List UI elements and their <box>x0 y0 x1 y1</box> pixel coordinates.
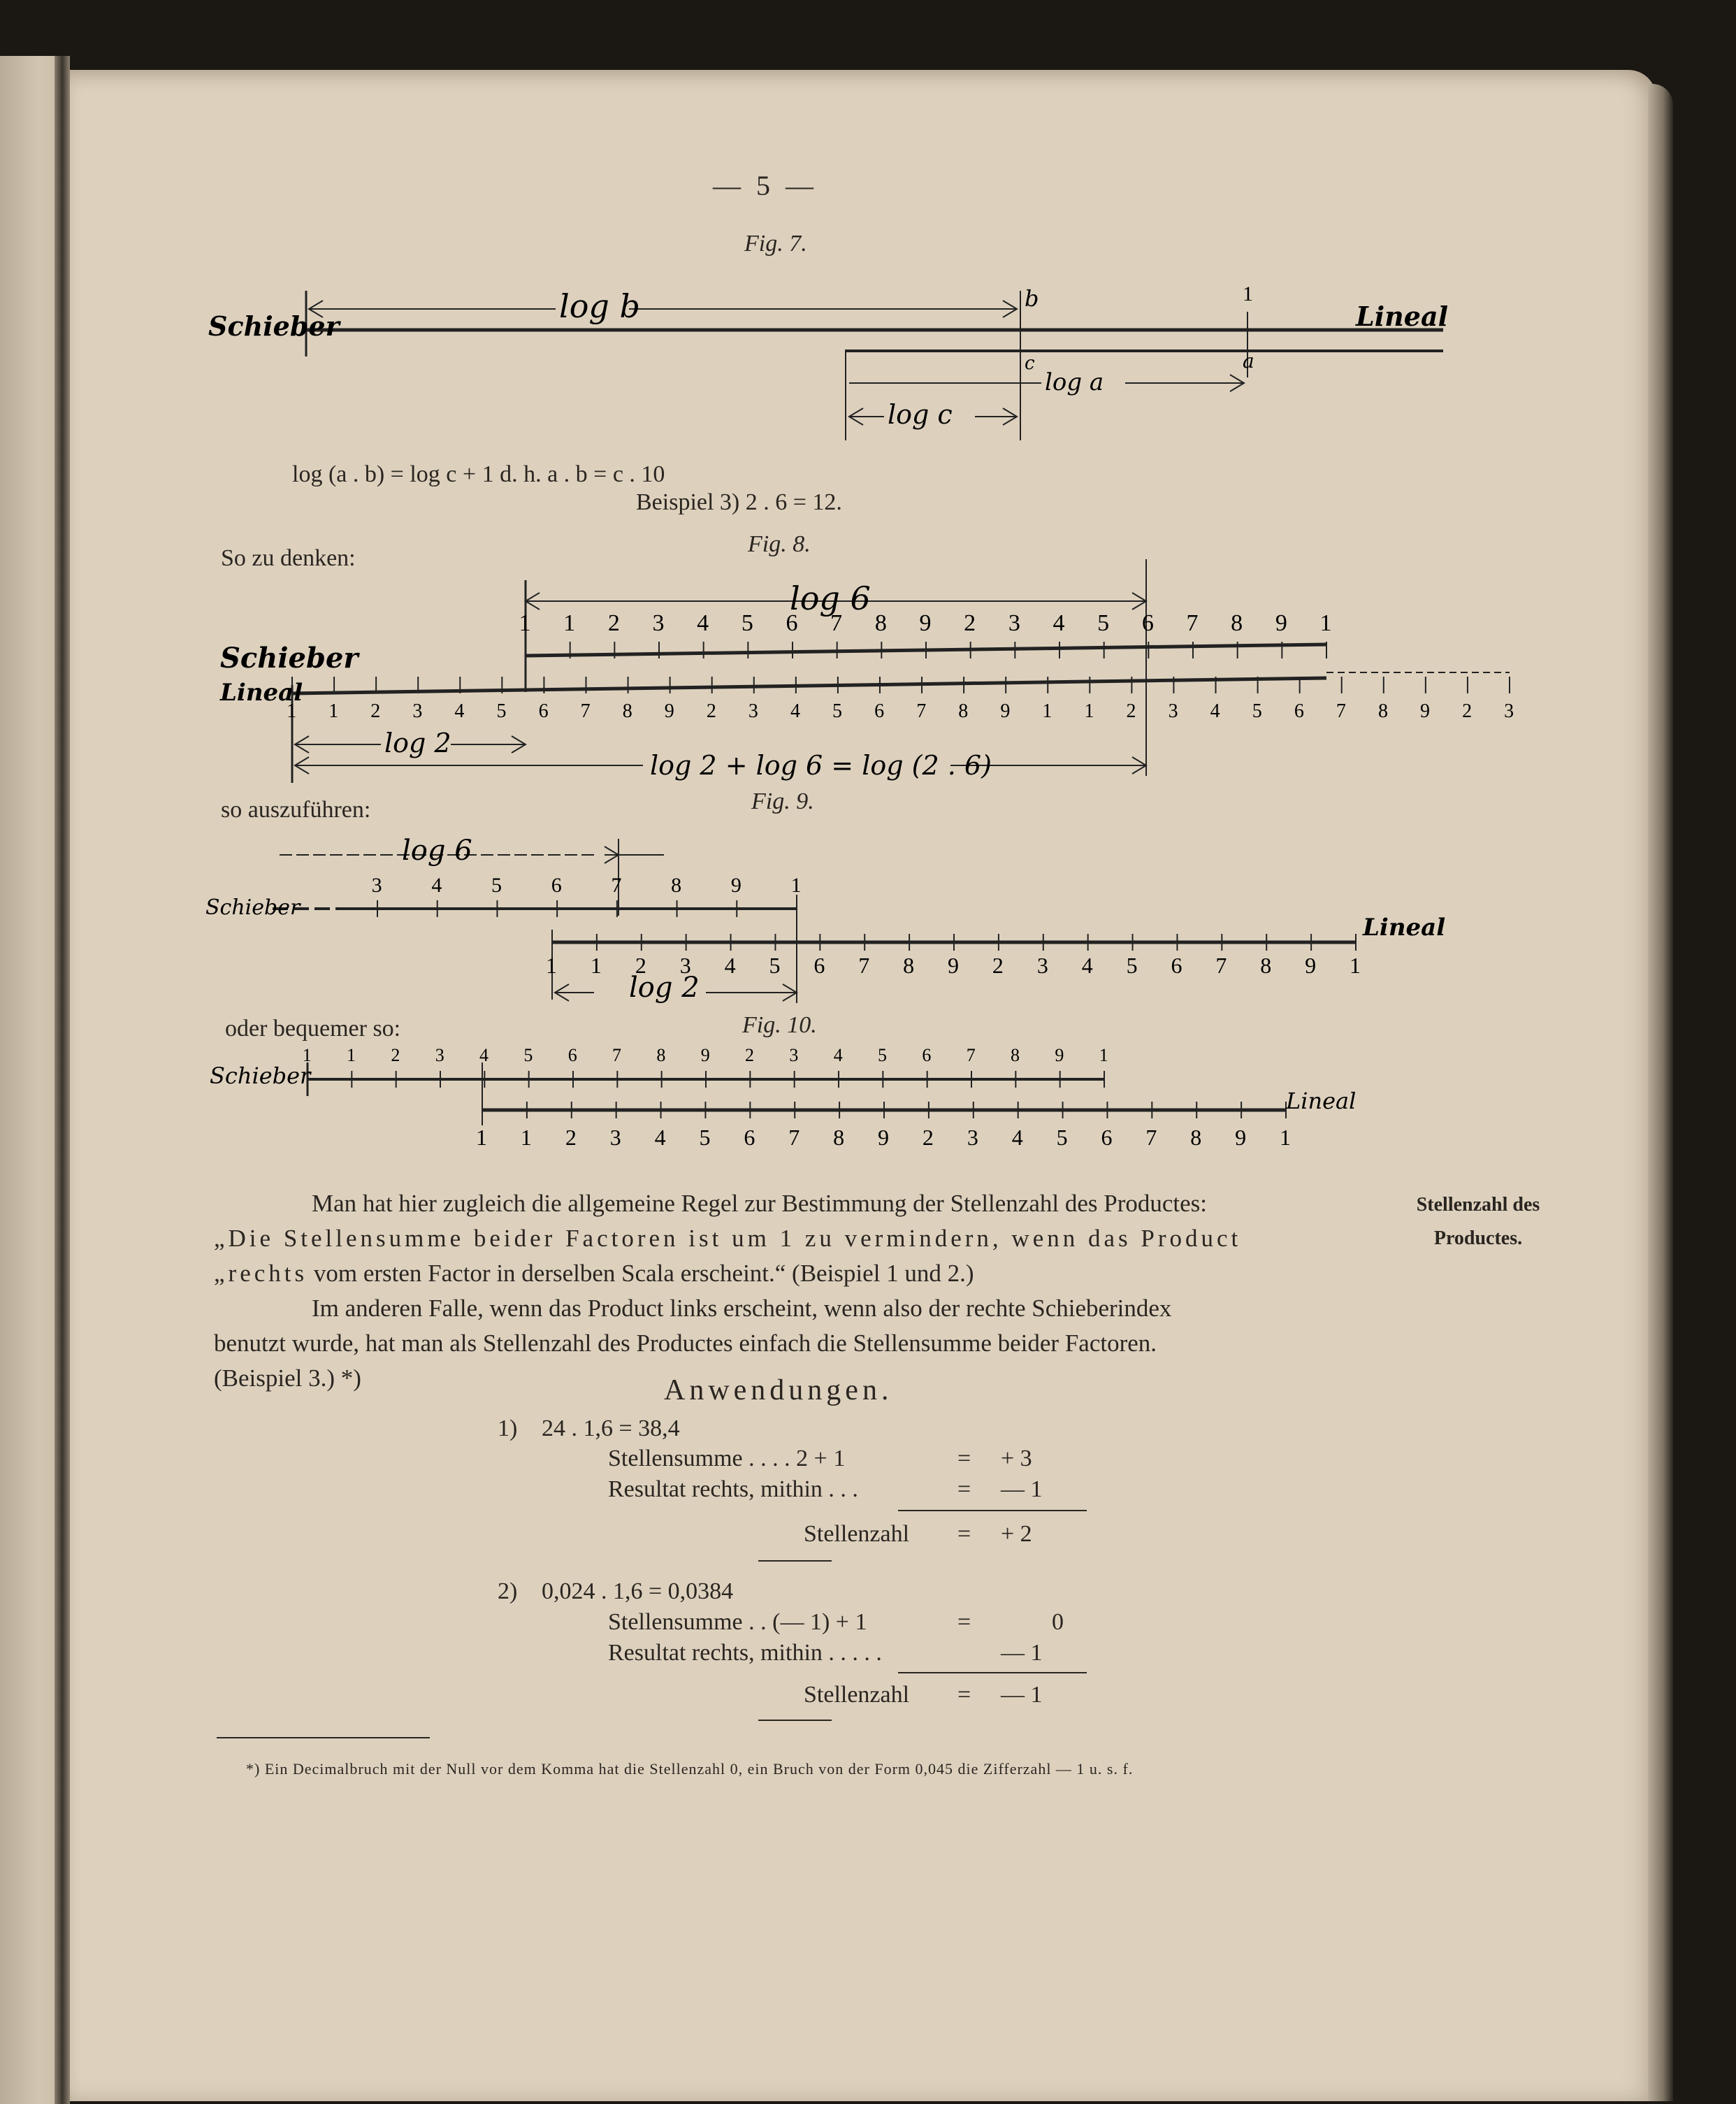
fig7-log-a-label: log a <box>1045 368 1104 396</box>
fig8-lower-tick-label-12: 4 <box>790 700 800 722</box>
fig8-lower-tick-label-18: 1 <box>1042 700 1053 722</box>
formula-line1: log (a . b) = log c + 1 d. h. a . b = c . 10 <box>292 461 665 487</box>
fig8-upper-tick-label-16: 8 <box>1231 610 1243 636</box>
fig9-lower-tick-label-5: 5 <box>769 953 781 978</box>
margin-note-line1: Stellenzahl des <box>1416 1194 1540 1216</box>
fig8-lower-tick-label-9: 9 <box>664 700 674 722</box>
example1-expression: 24 . 1,6 = 38,4 <box>542 1415 680 1441</box>
fig10-upper-tick-label-11: 3 <box>789 1045 799 1065</box>
fig8-lower-tick-label-19: 1 <box>1084 700 1094 722</box>
example1-row1-label: Stellensumme . . . . 2 + 1 <box>608 1446 846 1471</box>
fig8-log6-label: log 6 <box>790 579 871 617</box>
example1-rule <box>898 1510 1087 1511</box>
fig10-caption: Fig. 10. <box>742 1012 817 1038</box>
fig8-upper-tick-label-11: 3 <box>1008 610 1020 636</box>
fig9-lower-tick-label-0: 1 <box>546 953 558 978</box>
fig8-lower-tick-label-16: 8 <box>958 700 969 722</box>
fig10-lower-tick-label-4: 4 <box>654 1125 666 1150</box>
fig7-lineal-label: Lineal <box>1356 301 1449 332</box>
fig8-upper-tick-label-8: 8 <box>874 610 887 636</box>
fig10-lower-tick-label-12: 4 <box>1011 1125 1023 1150</box>
fig7-log-c-label: log c <box>888 399 953 430</box>
fig9-diagram <box>203 825 1461 1014</box>
fig9-lower-tick-label-10: 2 <box>992 953 1004 978</box>
margin-note <box>1391 1188 1565 1255</box>
example1-result-val: + 2 <box>1001 1521 1032 1547</box>
fig10-lower-tick-label-17: 9 <box>1235 1125 1247 1150</box>
fig10-lower-tick-label-16: 8 <box>1190 1125 1202 1150</box>
fig7-c-label: c <box>1025 353 1035 374</box>
fig8-lower-tick-label-10: 2 <box>706 700 716 722</box>
fig8-caption: Fig. 8. <box>748 531 811 557</box>
fig9-upper-tick-label-1: 4 <box>431 874 442 897</box>
page-edge <box>1648 84 1673 2101</box>
example1-number: 1) <box>498 1415 518 1441</box>
fig8-lineal-label: Lineal <box>220 679 303 707</box>
fig10-lower-tick-label-10: 2 <box>922 1125 934 1150</box>
formula-line2: Beispiel 3) 2 . 6 = 12. <box>636 489 842 515</box>
fig10-upper-tick-label-7: 7 <box>612 1045 622 1065</box>
fig8-lower-tick-label-26: 8 <box>1377 700 1388 722</box>
footnote: *) Ein Decimalbruch mit der Null vor dem Komma hat die Stellenzahl 0, ein Bruch von der Form 0,045 die Zifferzahl — 1 u. s. f. <box>246 1760 1134 1778</box>
fig8-lower-tick-label-28: 2 <box>1462 700 1473 722</box>
fig8-lower-tick-label-23: 5 <box>1252 700 1262 722</box>
fig10-lower-tick-label-14: 6 <box>1101 1125 1113 1150</box>
fig10-lower-tick-label-3: 3 <box>609 1125 621 1150</box>
fig10-lower-tick-label-15: 7 <box>1145 1125 1157 1150</box>
fig8-upper-tick-label-9: 9 <box>919 610 932 636</box>
fig8-upper-tick-label-17: 9 <box>1275 610 1287 636</box>
fig8-upper-tick-label-18: 1 <box>1319 610 1332 636</box>
example2-result-label: Stellenzahl <box>804 1682 910 1708</box>
fig10-lower-tick-label-13: 5 <box>1056 1125 1068 1150</box>
fig9-lower-tick-label-14: 6 <box>1171 953 1182 978</box>
fig10-upper-tick-label-18: 1 <box>1099 1045 1108 1065</box>
fig9-lower-tick-label-2: 2 <box>635 953 646 978</box>
fig7-log-b-label: log b <box>559 287 640 325</box>
fig8-lower-tick-label-2: 2 <box>370 700 381 722</box>
fig10-upper-tick-label-15: 7 <box>966 1045 976 1065</box>
example2-row1-label: Stellensumme . . (— 1) + 1 <box>608 1609 867 1635</box>
example2-number: 2) <box>498 1578 518 1604</box>
fig8-diagram <box>210 552 1524 811</box>
fig8-upper-tick-label-2: 2 <box>607 610 620 636</box>
fig9-lower-tick-label-13: 5 <box>1126 953 1138 978</box>
fig8-lower-tick-label-25: 7 <box>1336 700 1346 722</box>
fig10-lower-tick-label-7: 7 <box>788 1125 800 1150</box>
fig10-upper-tick-label-0: 1 <box>302 1045 312 1065</box>
footnote-rule <box>217 1737 430 1738</box>
paragraph1-line3: vom ersten Factor in derselben Scala erscheint.“ (Beispiel 1 und 2.) <box>313 1260 974 1287</box>
example1-row2-label: Resultat rechts, mithin . . . <box>608 1476 858 1502</box>
fig9-upper-tick-label-0: 3 <box>371 874 382 897</box>
fig7-one-label: 1 <box>1243 282 1253 305</box>
fig8-lower-tick-label-7: 7 <box>580 700 591 722</box>
example2-underline <box>758 1720 832 1721</box>
fig8-lower-tick-label-14: 6 <box>874 700 885 722</box>
example2-row1-eq: = <box>957 1609 971 1635</box>
fig8-log2-label: log 2 <box>384 728 451 758</box>
page-number: — 5 — <box>713 170 818 201</box>
fig9-lower-tick-label-15: 7 <box>1215 953 1227 978</box>
fig8-lower-tick-label-1: 1 <box>328 700 339 722</box>
paragraph2-line1: Im anderen Falle, wenn das Product links erscheint, wenn also der rechte Schieberindex <box>312 1295 1172 1322</box>
fig10-upper-tick-label-8: 8 <box>656 1045 666 1065</box>
fig8-upper-tick-label-7: 7 <box>830 610 843 636</box>
fig9-schieber-label: Schieber <box>205 895 301 920</box>
fig8-lower-tick-label-13: 5 <box>832 700 843 722</box>
fig10-upper-tick-label-10: 2 <box>745 1045 755 1065</box>
example1-row1-val: + 3 <box>1001 1446 1032 1471</box>
fig9-lineal-label: Lineal <box>1363 914 1446 942</box>
fig10-upper-tick-label-17: 9 <box>1055 1045 1064 1065</box>
fig9-caption: Fig. 9. <box>751 788 814 814</box>
fig10-lower-tick-label-11: 3 <box>967 1125 978 1150</box>
fig7-diagram <box>196 273 1468 454</box>
example2-rule <box>898 1672 1087 1673</box>
fig8-upper-tick-label-6: 6 <box>786 610 798 636</box>
fig8-upper-tick-label-12: 4 <box>1053 610 1065 636</box>
fig8-lower-tick-label-24: 6 <box>1294 700 1304 722</box>
fig9-lower-tick-label-18: 1 <box>1350 953 1361 978</box>
example1-result-eq: = <box>957 1521 971 1547</box>
fig9-ticks <box>372 874 1361 978</box>
fig9-lower-tick-label-3: 3 <box>679 953 691 978</box>
fig8-lower-tick-label-27: 9 <box>1420 700 1431 722</box>
fig9-upper-tick-label-6: 9 <box>730 874 742 897</box>
anwendungen-heading: Anwendungen. <box>664 1374 893 1406</box>
fig9-lower-tick-label-8: 8 <box>903 953 915 978</box>
fig10-lower-tick-label-1: 1 <box>520 1125 532 1150</box>
oder-bequemer: oder bequemer so: <box>225 1016 401 1042</box>
fig9-log6-label: log 6 <box>402 835 472 867</box>
fig8-upper-tick-label-13: 5 <box>1097 610 1110 636</box>
fig10-upper-tick-label-3: 3 <box>435 1045 444 1065</box>
fig7-b-label: b <box>1025 285 1039 312</box>
fig8-upper-tick-label-5: 5 <box>741 610 753 636</box>
fig9-lower-tick-label-11: 3 <box>1036 953 1048 978</box>
fig10-lower-tick-label-2: 2 <box>565 1125 577 1150</box>
margin-note-line2: Productes. <box>1433 1227 1523 1249</box>
fig8-lower-tick-label-6: 6 <box>538 700 549 722</box>
fig10-lower-tick-label-8: 8 <box>833 1125 845 1150</box>
fig8-upper-tick-label-14: 6 <box>1141 610 1154 636</box>
fig9-lower-tick-label-1: 1 <box>590 953 602 978</box>
example2-row1-val: 0 <box>1052 1609 1064 1635</box>
fig10-upper-tick-label-6: 6 <box>567 1045 577 1065</box>
fig8-upper-tick-label-10: 2 <box>964 610 976 636</box>
fig10-upper-tick-label-13: 5 <box>878 1045 888 1065</box>
fig9-lower-tick-label-6: 6 <box>813 953 825 978</box>
fig10-lineal-label: Lineal <box>1286 1088 1357 1114</box>
fig7-caption: Fig. 7. <box>744 231 807 257</box>
fig8-lower-tick-label-21: 3 <box>1168 700 1178 722</box>
fig8-lower-tick-label-8: 8 <box>622 700 632 722</box>
fig8-schieber-label: Schieber <box>220 642 359 675</box>
example2-row2-val: — 1 <box>1001 1640 1043 1666</box>
fig8-upper-tick-label-1: 1 <box>563 610 576 636</box>
fig8-lower-tick-label-5: 5 <box>496 700 507 722</box>
fig10-upper-tick-label-1: 1 <box>347 1045 356 1065</box>
fig10-schieber-label: Schieber <box>210 1062 311 1089</box>
fig10-lower-tick-label-18: 1 <box>1280 1125 1292 1150</box>
fig8-lower-tick-label-4: 4 <box>454 700 465 722</box>
example1-row2-val: — 1 <box>1001 1476 1043 1502</box>
fig9-upper-tick-label-7: 1 <box>790 874 802 897</box>
fig10-upper-tick-label-9: 9 <box>700 1045 710 1065</box>
fig9-lower-tick-label-9: 9 <box>948 953 960 978</box>
fig10-diagram <box>206 1042 1464 1167</box>
fig9-lower-tick-label-17: 9 <box>1305 953 1317 978</box>
fig8-lower-tick-label-15: 7 <box>916 700 927 722</box>
example2-result-val: — 1 <box>1001 1682 1043 1708</box>
paragraph2-line3: (Beispiel 3.) *) <box>214 1364 361 1392</box>
fig10-lower-tick-label-9: 9 <box>878 1125 890 1150</box>
paragraph1-line2: „Die Stellensumme beider Factoren ist um 1 zu vermindern, wenn das Product <box>214 1225 1242 1252</box>
fig8-lower-tick-label-3: 3 <box>412 700 423 722</box>
example1-row1-eq: = <box>957 1446 971 1471</box>
fig8-upper-tick-label-15: 7 <box>1186 610 1199 636</box>
fig9-log2-label: log 2 <box>629 972 700 1004</box>
paragraph1-line1: Man hat hier zugleich die allgemeine Regel zur Bestimmung der Stellenzahl des Productes: <box>312 1190 1208 1217</box>
fig8-lower-tick-label-22: 4 <box>1210 700 1220 722</box>
fig9-lower-tick-label-7: 7 <box>858 953 870 978</box>
fig9-upper-tick-label-5: 8 <box>671 874 682 897</box>
fig7-schieber-label: Schieber <box>208 310 340 342</box>
fig10-lower-tick-label-6: 6 <box>744 1125 755 1150</box>
fig8-upper-tick-label-3: 3 <box>652 610 665 636</box>
fig8-lower-tick-label-29: 3 <box>1504 700 1514 722</box>
fig10-upper-tick-label-5: 5 <box>523 1045 533 1065</box>
example2-expression: 0,024 . 1,6 = 0,0384 <box>542 1578 734 1604</box>
so-zu-denken: So zu denken: <box>221 545 356 571</box>
fig9-upper-tick-label-2: 5 <box>491 874 502 897</box>
fig9-lower-tick-label-16: 8 <box>1260 953 1272 978</box>
fig8-lower-tick-label-20: 2 <box>1126 700 1136 722</box>
fig8-lower-tick-label-11: 3 <box>748 700 758 722</box>
fig10-upper-tick-label-16: 8 <box>1011 1045 1020 1065</box>
fig10-upper-tick-label-14: 6 <box>922 1045 932 1065</box>
fig10-lower-tick-label-5: 5 <box>699 1125 711 1150</box>
fig9-upper-tick-label-3: 6 <box>551 874 562 897</box>
paragraph1-line3-spaced: „rechts <box>214 1260 308 1287</box>
fig10-lower-tick-label-0: 1 <box>476 1125 488 1150</box>
example1-result-label: Stellenzahl <box>804 1521 910 1547</box>
fig10-ticks <box>303 1045 1291 1150</box>
example2-row2-label: Resultat rechts, mithin . . . . . <box>608 1640 882 1666</box>
fig8-lower-tick-label-17: 9 <box>1000 700 1011 722</box>
fig8-ticks <box>287 610 1514 722</box>
fig9-lower-tick-label-12: 4 <box>1081 953 1093 978</box>
fig9-upper-tick-label-4: 7 <box>611 874 622 897</box>
fig8-sum-label: log 2 + log 6 = log (2 . 6) <box>650 750 992 781</box>
so-auszufuhren: so auszuführen: <box>221 797 371 823</box>
fig9-lower-tick-label-4: 4 <box>724 953 736 978</box>
fig10-upper-tick-label-2: 2 <box>391 1045 400 1065</box>
example2-result-eq: = <box>957 1682 971 1708</box>
fig7-a-label: a <box>1243 350 1254 373</box>
book-gutter <box>55 56 70 2104</box>
fig10-upper-tick-label-4: 4 <box>479 1045 489 1065</box>
fig8-upper-tick-label-4: 4 <box>697 610 709 636</box>
fig8-upper-tick-label-0: 1 <box>519 610 531 636</box>
fig8-lower-tick-label-0: 1 <box>287 700 297 722</box>
paragraph2-line2: benutzt wurde, hat man als Stellenzahl des Productes einfach die Stellensumme beider Factoren. <box>214 1330 1157 1357</box>
fig10-upper-tick-label-12: 4 <box>833 1045 843 1065</box>
example1-underline <box>758 1560 832 1562</box>
example1-row2-eq: = <box>957 1476 971 1502</box>
